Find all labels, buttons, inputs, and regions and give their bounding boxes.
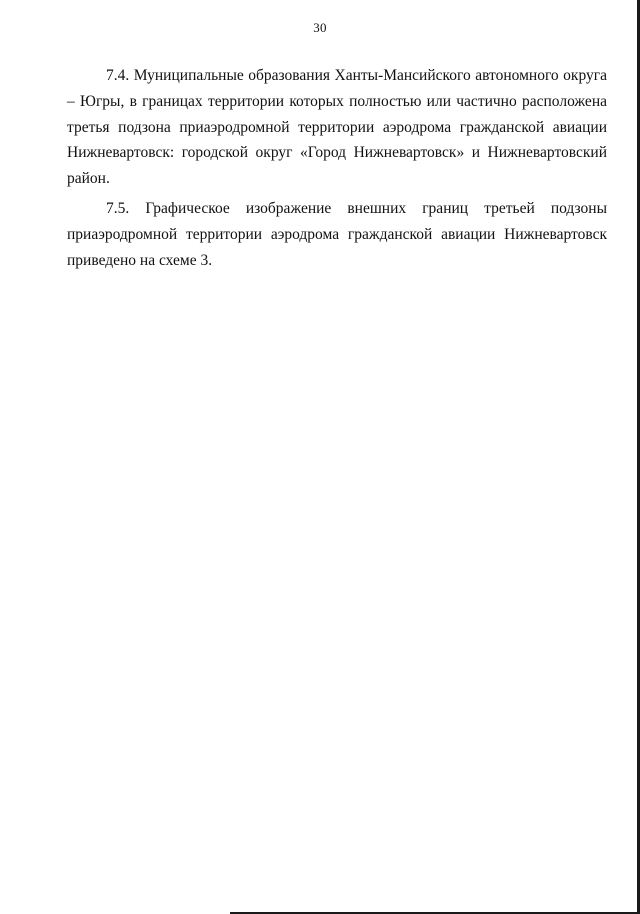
page-number: 30 (313, 20, 327, 35)
paragraph-7-4: 7.4. Муниципальные образования Ханты-Мансийского автономного округа – Югры, в границах территории которых полностью или частично расположена третья подзона приаэродромной территории аэродрома гражданской авиации Нижневартовск: городской округ «Город Нижневартовск» и Нижневартовский район. (67, 67, 607, 188)
paragraph-7-5: 7.5. Графическое изображение внешних границ третьей подзоны приаэродромной территории аэродрома гражданской авиации Нижневартовск приведено на схеме 3. (67, 200, 607, 269)
